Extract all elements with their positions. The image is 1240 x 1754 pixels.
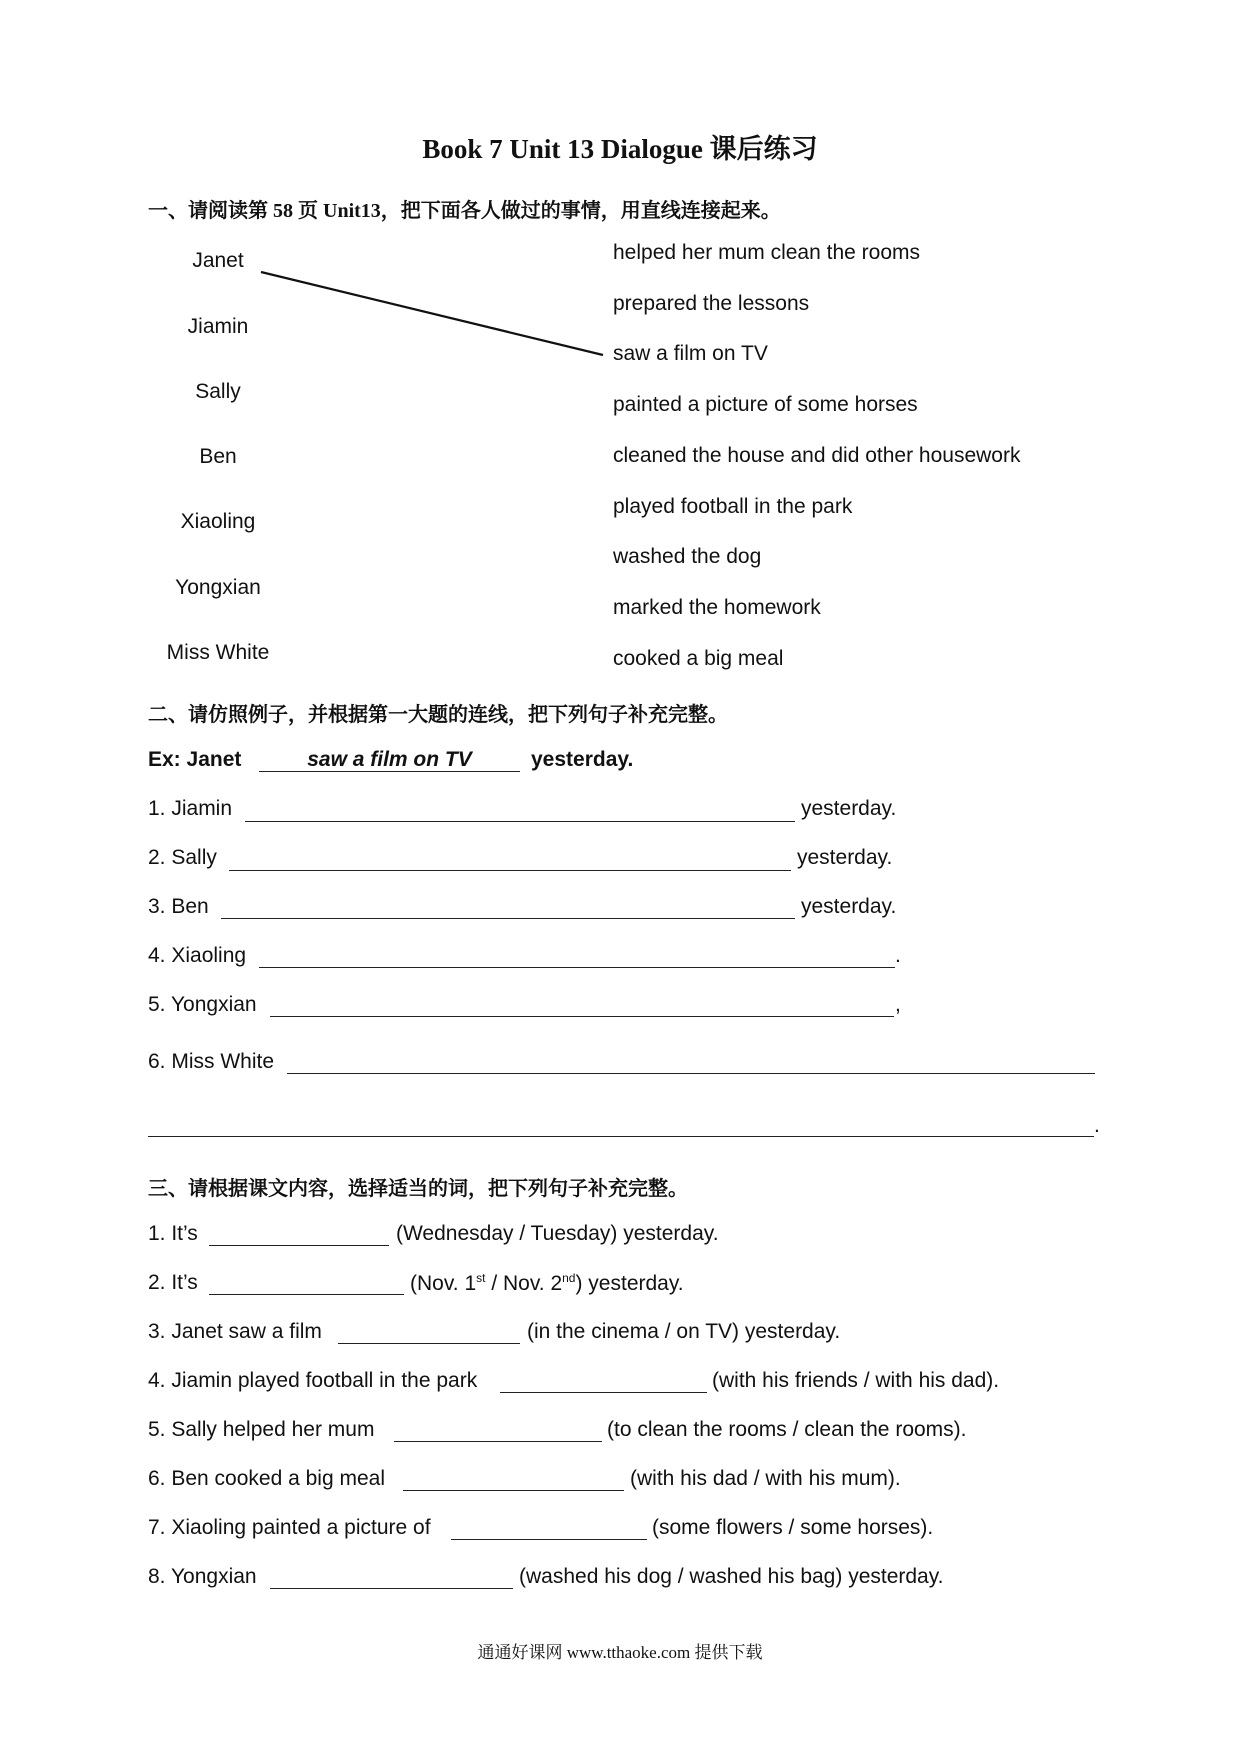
name-janet: Janet: [192, 249, 244, 272]
sentence-suffix: yesterday.: [801, 797, 897, 820]
answer-blank[interactable]: [338, 1343, 520, 1344]
sentence-prefix: 5. Sally helped her mum: [148, 1418, 375, 1441]
sentence-suffix: .: [1094, 1114, 1100, 1137]
answer-blank[interactable]: [229, 870, 791, 871]
answer-blank[interactable]: [259, 967, 895, 968]
answer-blank[interactable]: [221, 918, 795, 919]
activity-item: marked the homework: [613, 596, 821, 619]
answer-blank[interactable]: [287, 1073, 1095, 1074]
answer-blank[interactable]: [209, 1245, 389, 1246]
example-answer: saw a film on TV: [307, 748, 472, 771]
answer-blank[interactable]: [403, 1490, 624, 1491]
answer-blank[interactable]: [394, 1441, 602, 1442]
answer-blank[interactable]: [270, 1588, 513, 1589]
activity-item: played football in the park: [613, 495, 853, 518]
sentence-prefix: 6. Miss White: [148, 1050, 275, 1073]
activity-item: saw a film on TV: [613, 342, 768, 365]
section-2-heading: 二、请仿照例子，并根据第一大题的连线，把下列句子补充完整。: [148, 704, 728, 726]
sentence-suffix: (washed his dog / washed his bag) yesterday.: [519, 1565, 944, 1588]
sentence-suffix: yesterday.: [801, 895, 897, 918]
section-1-heading: 一、请阅读第 58 页 Unit13，把下面各人做过的事情，用直线连接起来。: [148, 200, 781, 222]
example-suffix: yesterday.: [531, 748, 634, 771]
answer-blank[interactable]: [451, 1539, 647, 1540]
name-miss-white: Miss White: [166, 641, 270, 664]
activity-item: painted a picture of some horses: [613, 393, 918, 416]
sentence-suffix: (with his dad / with his mum).: [630, 1467, 901, 1490]
answer-blank[interactable]: [209, 1294, 404, 1295]
sentence-suffix: (some flowers / some horses).: [652, 1516, 934, 1539]
activity-item: washed the dog: [613, 545, 762, 568]
answer-blank[interactable]: [500, 1392, 707, 1393]
sentence-prefix: 1. Jiamin: [148, 797, 233, 820]
sentence-suffix: (Nov. 1st / Nov. 2nd) yesterday.: [410, 1271, 684, 1295]
sentence-prefix: 1. It’s: [148, 1222, 198, 1245]
name-ben: Ben: [199, 445, 237, 468]
section-3-heading: 三、请根据课文内容，选择适当的词，把下列句子补充完整。: [148, 1178, 688, 1200]
sentence-suffix: yesterday.: [797, 846, 893, 869]
answer-blank[interactable]: [270, 1016, 894, 1017]
footer-source: 通通好课网 www.tthaoke.com 提供下载: [477, 1643, 763, 1662]
name-xiaoling: Xiaoling: [180, 510, 256, 533]
sentence-prefix: 8. Yongxian: [148, 1565, 257, 1588]
sentence-prefix: 6. Ben cooked a big meal: [148, 1467, 385, 1490]
sentence-prefix: 7. Xiaoling painted a picture of: [148, 1516, 431, 1539]
sentence-suffix: (to clean the rooms / clean the rooms).: [607, 1418, 967, 1441]
sentence-suffix: (with his friends / with his dad).: [712, 1369, 1000, 1392]
page-title: Book 7 Unit 13 Dialogue 课后练习: [422, 134, 818, 164]
sentence-prefix: 3. Janet saw a film: [148, 1320, 322, 1343]
sentence-suffix: (Wednesday / Tuesday) yesterday.: [396, 1222, 719, 1245]
example-prefix: Ex: Janet: [148, 748, 242, 771]
sentence-prefix: 3. Ben: [148, 895, 209, 918]
name-yongxian: Yongxian: [175, 576, 261, 599]
answer-blank[interactable]: [245, 821, 795, 822]
sentence-suffix: .: [895, 944, 901, 967]
sentence-prefix: 4. Jiamin played football in the park: [148, 1369, 478, 1392]
sentence-prefix: 5. Yongxian: [148, 993, 257, 1016]
activity-item: cleaned the house and did other housework: [613, 444, 1021, 467]
name-jiamin: Jiamin: [187, 315, 249, 338]
name-sally: Sally: [195, 380, 241, 403]
activity-item: cooked a big meal: [613, 647, 784, 670]
sentence-suffix: ,: [895, 993, 901, 1016]
sentence-prefix: 2. It’s: [148, 1271, 198, 1294]
activity-item: prepared the lessons: [613, 292, 810, 315]
sentence-prefix: 2. Sally: [148, 846, 217, 869]
activity-item: helped her mum clean the rooms: [613, 241, 920, 264]
sentence-suffix: (in the cinema / on TV) yesterday.: [527, 1320, 841, 1343]
answer-blank-continued[interactable]: [148, 1136, 1094, 1137]
sentence-prefix: 4. Xiaoling: [148, 944, 247, 967]
